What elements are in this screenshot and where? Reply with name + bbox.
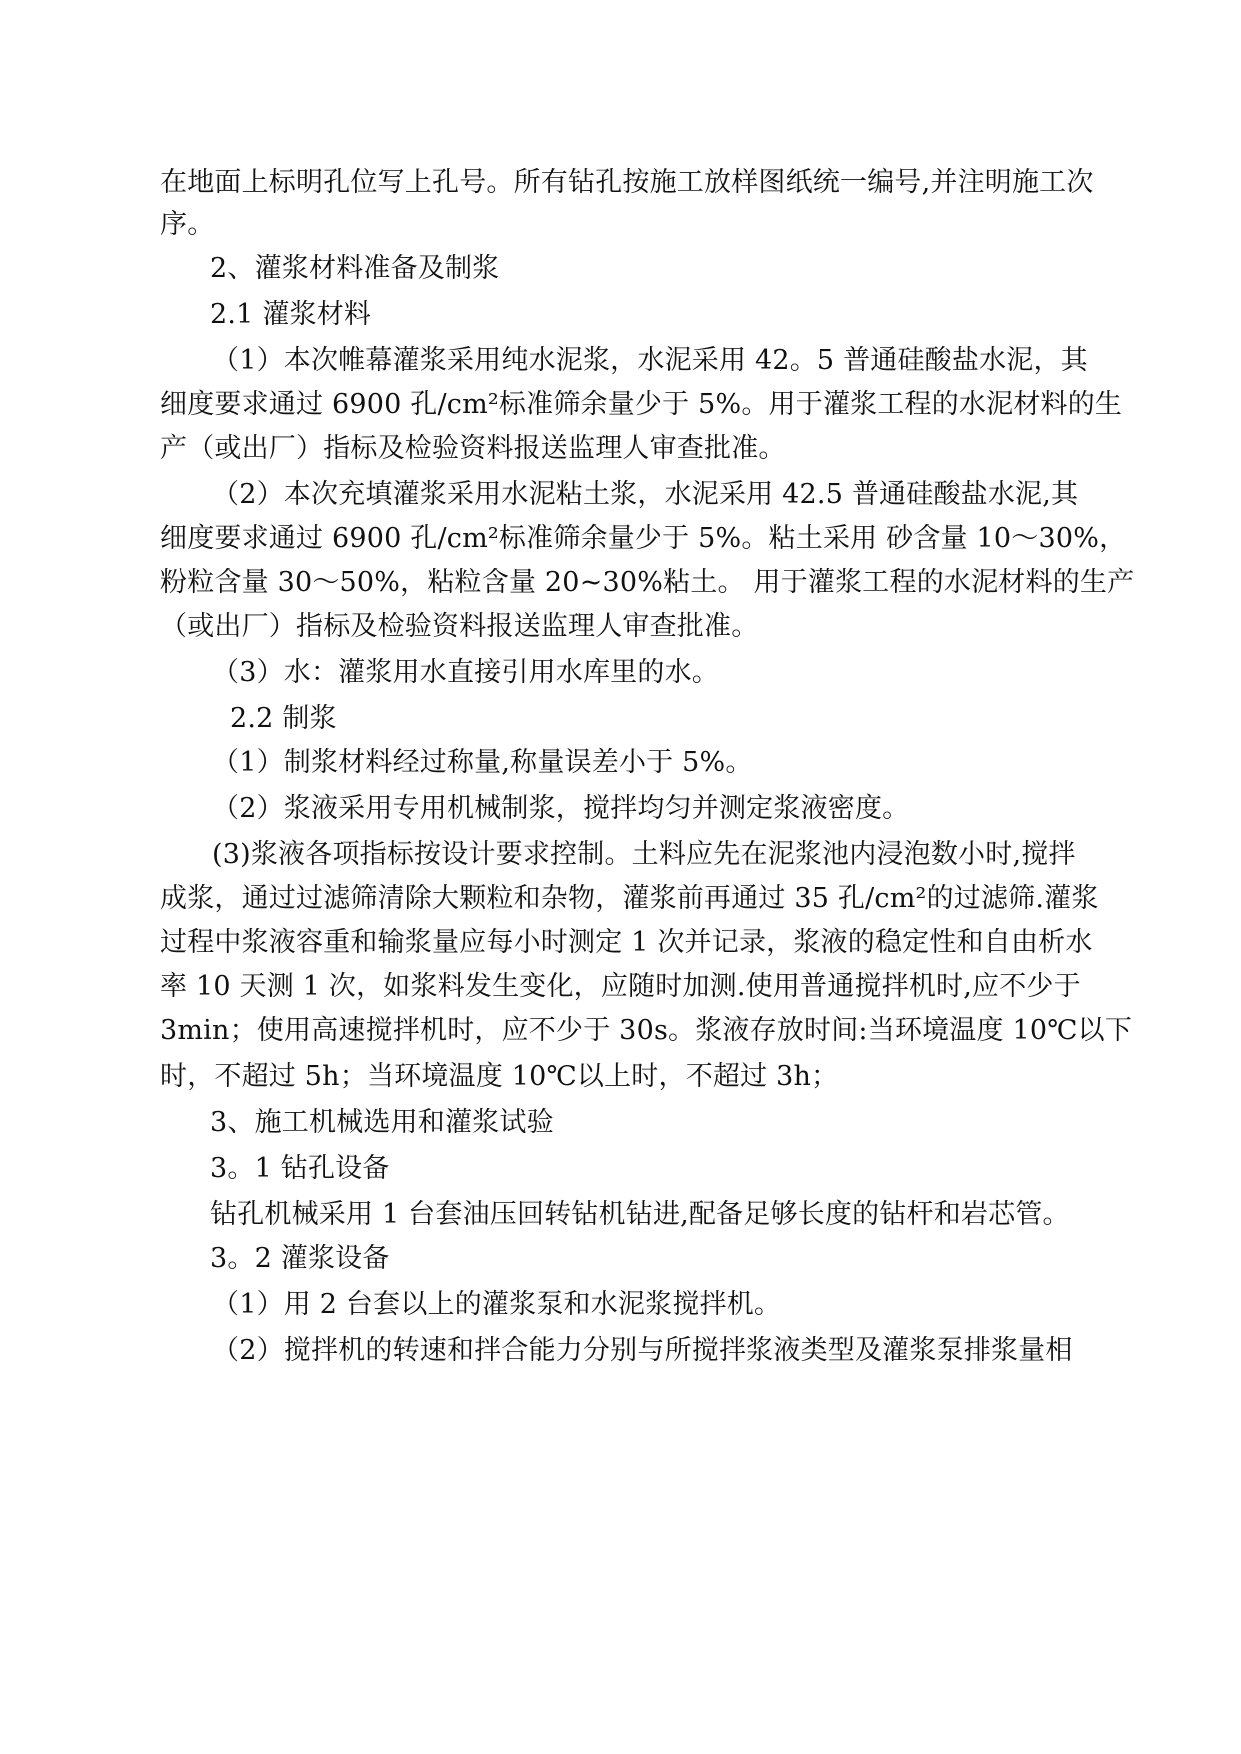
body-text-line: （3）水：灌浆用水直接引用水库里的水。 [212, 657, 719, 688]
body-text-line: 细度要求通过 6900 孔/cm²标准筛余量少于 5%。用于灌浆工程的水泥材料的生 [160, 389, 1123, 420]
body-text-line: 钻孔机械采用 1 台套油压回转钻机钻进,配备足够长度的钻杆和岩芯管。 [210, 1199, 1070, 1230]
subsection-heading: 2.1 灌浆材料 [210, 299, 372, 330]
body-text-line: （2）搅拌机的转速和拌合能力分别与所搅拌浆液类型及灌浆泵排浆量相 [212, 1335, 1073, 1366]
body-text-line: 细度要求通过 6900 孔/cm²标准筛余量少于 5%。粘土采用 砂含量 10～30%， [160, 523, 1127, 554]
body-text-line: （2）本次充填灌浆采用水泥粘土浆，水泥采用 42.5 普通硅酸盐水泥,其 [212, 479, 1079, 510]
body-text-line: 时，不超过 5h；当环境温度 10℃以上时，不超过 3h； [160, 1061, 839, 1092]
body-text-line: （2）浆液采用专用机械制浆，搅拌均匀并测定浆液密度。 [212, 793, 910, 824]
body-text-line: 在地面上标明孔位写上孔号。所有钻孔按施工放样图纸统一编号,并注明施工次 [160, 167, 1094, 198]
body-text-line: 粉粒含量 30～50%，粘粒含量 20~30%粘土。 用于灌浆工程的水泥材料的生产 [160, 567, 1135, 598]
subsection-heading: 2.2 制浆 [230, 703, 337, 734]
section-heading: 2、灌浆材料准备及制浆 [210, 253, 500, 284]
subsection-heading: 3。2 灌浆设备 [210, 1243, 390, 1274]
body-text-line: （或出厂）指标及检验资料报送监理人审查批准。 [160, 611, 759, 642]
body-text-line: 过程中浆液容重和输浆量应每小时测定 1 次并记录，浆液的稳定性和自由析水 [160, 927, 1093, 958]
body-text-line: 序。 [160, 209, 215, 240]
section-heading: 3、施工机械选用和灌浆试验 [210, 1107, 554, 1138]
body-text-line: (3)浆液各项指标按设计要求控制。土料应先在泥浆池内浸泡数小时,搅拌 [212, 839, 1076, 870]
body-text-line: 成浆，通过过滤筛清除大颗粒和杂物，灌浆前再通过 35 孔/cm²的过滤筛.灌浆 [160, 883, 1099, 914]
body-text-line: 3min；使用高速搅拌机时，应不少于 30s。浆液存放时间:当环境温度 10℃以下 [160, 1015, 1133, 1046]
body-text-line: （1）用 2 台套以上的灌浆泵和水泥浆搅拌机。 [212, 1289, 782, 1320]
subsection-heading: 3。1 钻孔设备 [210, 1153, 390, 1184]
body-text-line: 产（或出厂）指标及检验资料报送监理人审查批准。 [160, 433, 786, 464]
body-text-line: （1）制浆材料经过称量,称量误差小于 5%。 [212, 747, 753, 778]
body-text-line: （1）本次帷幕灌浆采用纯水泥浆，水泥采用 42。5 普通硅酸盐水泥，其 [212, 345, 1088, 376]
body-text-line: 率 10 天测 1 次，如浆料发生变化，应随时加测.使用普通搅拌机时,应不少于 [160, 971, 1081, 1002]
